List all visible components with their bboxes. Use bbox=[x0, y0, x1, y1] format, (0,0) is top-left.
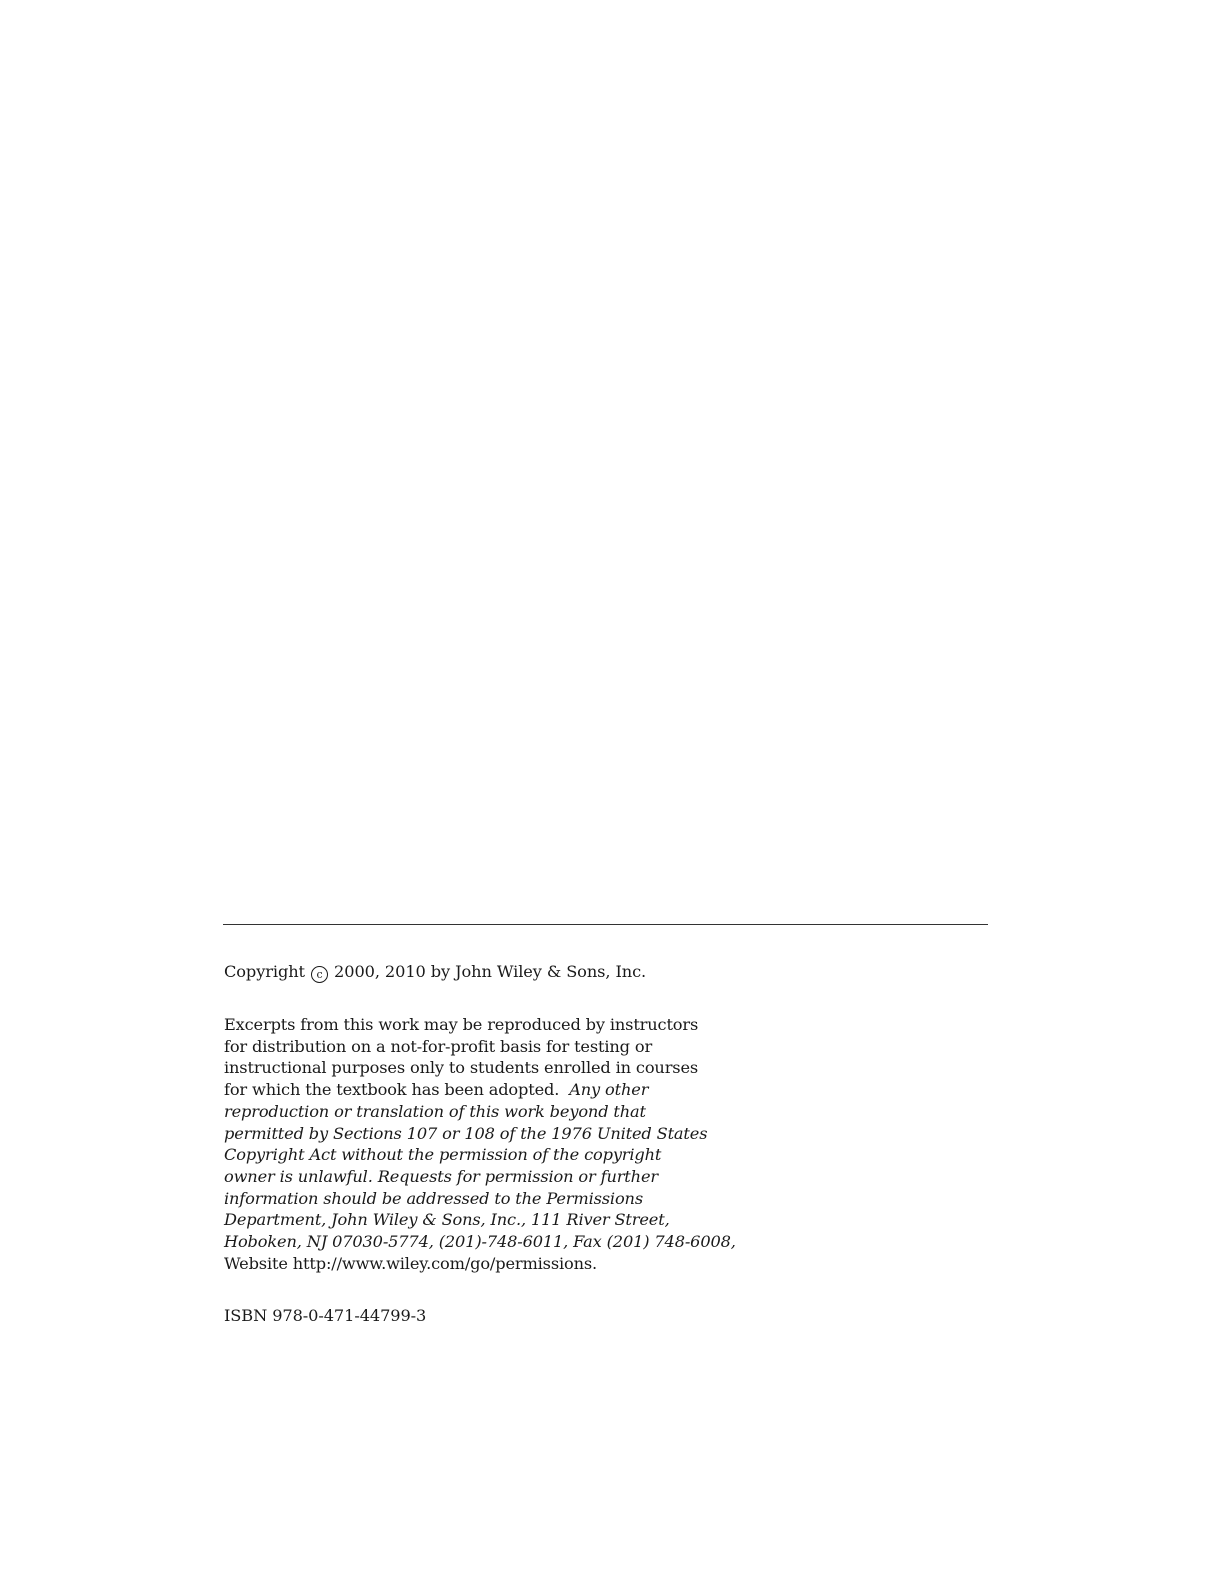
notice-line: Excerpts from this work may be reproduced by instructors bbox=[224, 1015, 699, 1034]
notice-line: information should be addressed to the Permissions bbox=[224, 1188, 643, 1208]
isbn: ISBN 978-0-471-44799-3 bbox=[224, 1306, 427, 1325]
notice-line: Copyright Act without the permission of the copyright bbox=[224, 1145, 662, 1165]
copyright-prefix: Copyright bbox=[224, 962, 305, 981]
copyright-holder: 2000, 2010 by John Wiley & Sons, Inc. bbox=[334, 962, 647, 981]
notice-line: owner is unlawful. Requests for permission or further bbox=[224, 1166, 658, 1186]
notice-line: Website http://www.wiley.com/go/permissions. bbox=[224, 1253, 598, 1273]
notice-line: permitted by Sections 107 or 108 of the 1976 United States bbox=[224, 1123, 708, 1143]
horizontal-rule bbox=[223, 924, 988, 925]
notice-line: Department, John Wiley & Sons, Inc., 111 River Street, bbox=[224, 1210, 670, 1230]
notice-line: instructional purposes only to students enrolled in courses bbox=[224, 1058, 699, 1078]
notice-line: Hoboken, NJ 07030-5774, (201)-748-6011, Fax (201) 748-6008, bbox=[224, 1232, 736, 1252]
notice-line: for which the textbook has been adopted. Any other bbox=[224, 1080, 649, 1100]
notice-line: for distribution on a not-for-profit basis for testing or bbox=[224, 1036, 653, 1056]
copyright-line bbox=[224, 961, 646, 983]
copyright-symbol-icon: c bbox=[311, 966, 328, 983]
permissions-notice bbox=[224, 1014, 736, 1274]
notice-line: reproduction or translation of this work beyond that bbox=[224, 1101, 646, 1121]
